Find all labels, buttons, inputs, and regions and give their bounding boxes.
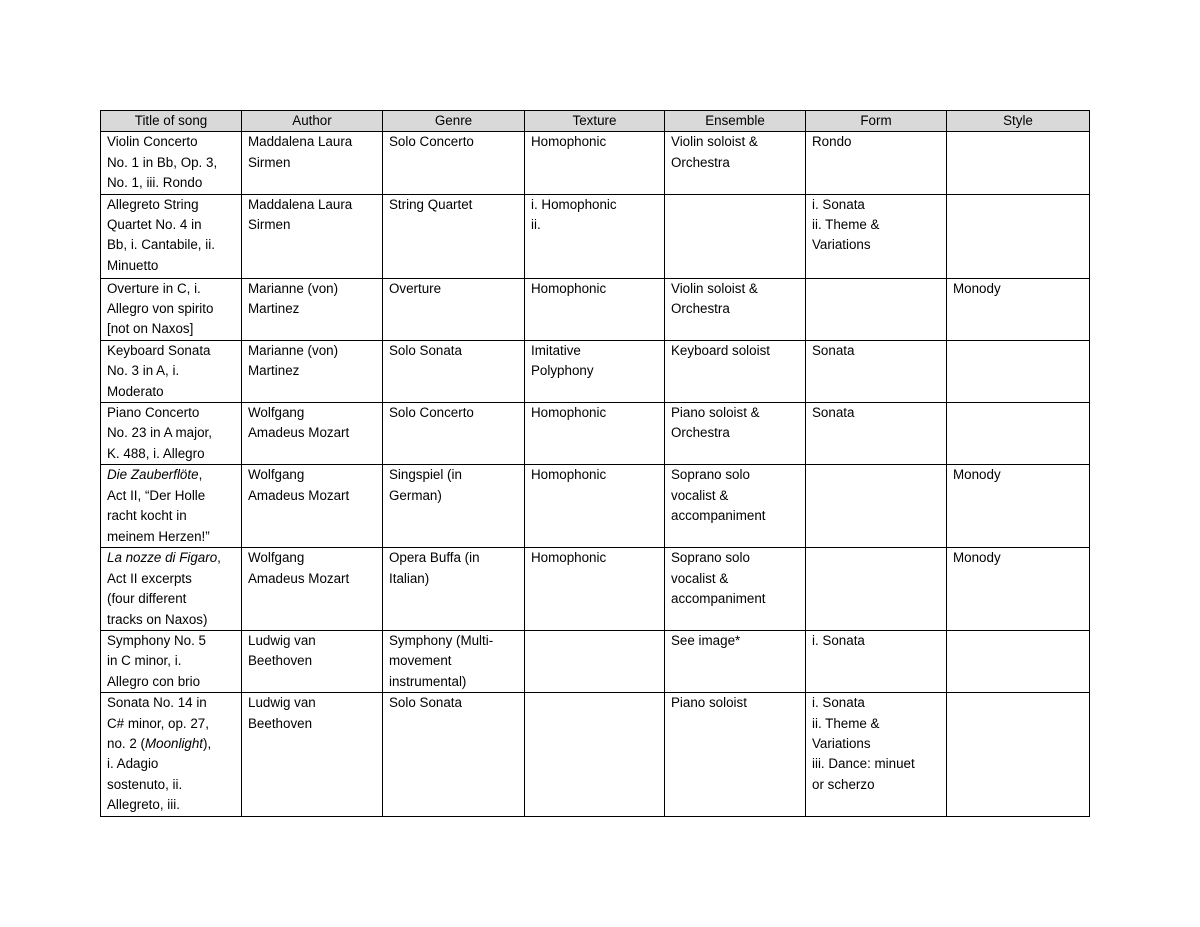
title-text-segment: no. 2 ( — [107, 735, 145, 751]
title-line — [107, 651, 237, 671]
genre-line: Solo Concerto — [389, 405, 474, 421]
cell-title — [101, 403, 242, 465]
cell-style — [947, 630, 1090, 692]
cell-title — [101, 278, 242, 340]
form-line: Sonata — [812, 405, 855, 421]
table-row — [101, 194, 1090, 278]
title-text-segment: , — [217, 550, 221, 566]
table-body — [101, 132, 1090, 816]
cell-title — [101, 693, 242, 816]
author-line: Ludwig van — [248, 632, 316, 648]
song-analysis-table — [100, 110, 1090, 817]
texture-line: ii. — [531, 217, 541, 233]
cell-style — [947, 194, 1090, 278]
cell-ensemble — [665, 132, 806, 194]
cell-title — [101, 132, 242, 194]
title-line — [107, 403, 237, 423]
form-line: i. Sonata — [812, 695, 865, 711]
form-line: ii. Theme & — [812, 715, 880, 731]
cell-genre — [383, 132, 525, 194]
form-line: iii. Dance: minuet — [812, 756, 915, 772]
cell-author — [242, 465, 383, 548]
genre-line: Solo Sonata — [389, 695, 462, 711]
title-line — [107, 423, 237, 443]
title-text-segment: La nozze di Figaro — [107, 550, 218, 566]
title-text-segment: Violin Concerto — [107, 134, 198, 150]
ensemble-line: accompaniment — [671, 591, 766, 607]
genre-line: instrumental) — [389, 673, 467, 689]
texture-line: i. Homophonic — [531, 196, 617, 212]
header-style: Style — [947, 111, 1090, 132]
table-row — [101, 630, 1090, 692]
form-line: Variations — [812, 237, 871, 253]
title-line — [107, 795, 237, 815]
author-line: Beethoven — [248, 653, 313, 669]
cell-ensemble — [665, 194, 806, 278]
author-line: Amadeus Mozart — [248, 425, 350, 441]
cell-genre — [383, 340, 525, 402]
title-line — [107, 754, 237, 774]
cell-title — [101, 465, 242, 548]
form-line: or scherzo — [812, 776, 875, 792]
genre-line: German) — [389, 487, 442, 503]
cell-author — [242, 403, 383, 465]
ensemble-line: accompaniment — [671, 508, 766, 524]
author-line: Sirmen — [248, 154, 291, 170]
cell-ensemble — [665, 465, 806, 548]
table-row — [101, 403, 1090, 465]
cell-form — [806, 465, 947, 548]
cell-style — [947, 403, 1090, 465]
cell-texture — [525, 548, 665, 631]
texture-line: Homophonic — [531, 467, 607, 483]
title-line — [107, 215, 237, 235]
title-line — [107, 714, 237, 734]
ensemble-line: Piano soloist — [671, 695, 747, 711]
style-line: Monody — [953, 280, 1001, 296]
title-text-segment: Allegro von spirito — [107, 301, 214, 317]
cell-texture — [525, 403, 665, 465]
header-texture: Texture — [525, 111, 665, 132]
header-row — [101, 111, 1090, 132]
title-text-segment: Moonlight — [144, 735, 204, 751]
title-line — [107, 631, 237, 651]
title-line — [107, 319, 237, 339]
author-line: Wolfgang — [248, 467, 305, 483]
table-row — [101, 693, 1090, 816]
cell-style — [947, 465, 1090, 548]
header-ensemble: Ensemble — [665, 111, 806, 132]
cell-author — [242, 630, 383, 692]
author-line: Sirmen — [248, 217, 291, 233]
cell-author — [242, 548, 383, 631]
ensemble-line: Piano soloist & — [671, 405, 760, 421]
title-text-segment: sostenuto, ii. — [107, 776, 183, 792]
form-line: Sonata — [812, 342, 855, 358]
title-line — [107, 486, 237, 506]
style-line: Monody — [953, 550, 1001, 566]
form-line: i. Sonata — [812, 196, 865, 212]
cell-texture — [525, 465, 665, 548]
title-text-segment: , — [198, 467, 203, 483]
cell-ensemble — [665, 548, 806, 631]
cell-ensemble — [665, 403, 806, 465]
title-text-segment: [not on Naxos] — [107, 321, 194, 337]
title-line — [107, 548, 237, 568]
cell-genre — [383, 630, 525, 692]
genre-line: Symphony (Multi- — [389, 632, 494, 648]
cell-style — [947, 132, 1090, 194]
cell-style — [947, 548, 1090, 631]
title-text-segment: No. 23 in A major, — [107, 425, 212, 441]
cell-style — [947, 340, 1090, 402]
title-line — [107, 235, 237, 255]
genre-line: movement — [389, 653, 452, 669]
texture-line: Homophonic — [531, 405, 607, 421]
cell-form — [806, 340, 947, 402]
genre-line: Italian) — [389, 570, 430, 586]
texture-line: Homophonic — [531, 134, 607, 150]
author-line: Ludwig van — [248, 695, 316, 711]
genre-line: Singspiel (in — [389, 467, 462, 483]
author-line: Maddalena Laura — [248, 134, 353, 150]
genre-line: Solo Concerto — [389, 134, 474, 150]
cell-author — [242, 194, 383, 278]
ensemble-line: Soprano solo — [671, 550, 750, 566]
author-line: Marianne (von) — [248, 280, 339, 296]
title-text-segment: Allegreto, iii. — [107, 797, 180, 813]
cell-author — [242, 340, 383, 402]
cell-author — [242, 278, 383, 340]
cell-ensemble — [665, 278, 806, 340]
cell-texture — [525, 693, 665, 816]
title-text-segment: C# minor, op. 27, — [107, 715, 209, 731]
author-line: Marianne (von) — [248, 342, 339, 358]
genre-line: String Quartet — [389, 196, 473, 212]
table-row — [101, 465, 1090, 548]
texture-line: Polyphony — [531, 363, 594, 379]
title-line — [107, 341, 237, 361]
title-text-segment: K. 488, i. Allegro — [107, 445, 205, 461]
cell-form — [806, 548, 947, 631]
title-line — [107, 672, 237, 692]
cell-form — [806, 693, 947, 816]
cell-style — [947, 278, 1090, 340]
ensemble-line: Orchestra — [671, 301, 730, 317]
cell-genre — [383, 278, 525, 340]
ensemble-line: Keyboard soloist — [671, 342, 770, 358]
cell-texture — [525, 630, 665, 692]
title-text-segment: Die Zauberflöte — [107, 467, 199, 483]
author-line: Martinez — [248, 363, 300, 379]
ensemble-line: Violin soloist & — [671, 280, 758, 296]
title-text-segment: ), — [203, 735, 212, 751]
title-text-segment: Quartet No. 4 in — [107, 217, 202, 233]
genre-line: Solo Sonata — [389, 342, 462, 358]
cell-form — [806, 132, 947, 194]
genre-line: Overture — [389, 280, 442, 296]
cell-author — [242, 693, 383, 816]
form-line: Rondo — [812, 134, 852, 150]
title-line — [107, 693, 237, 713]
title-text-segment: Sonata No. 14 in — [107, 695, 207, 711]
title-line — [107, 153, 237, 173]
cell-ensemble — [665, 693, 806, 816]
cell-title — [101, 630, 242, 692]
title-text-segment: Overture in C, i. — [107, 280, 201, 296]
cell-genre — [383, 403, 525, 465]
cell-texture — [525, 194, 665, 278]
cell-form — [806, 403, 947, 465]
title-text-segment: Minuetto — [107, 257, 159, 273]
title-text-segment: Allegreto String — [107, 196, 199, 212]
table-row — [101, 278, 1090, 340]
title-line — [107, 361, 237, 381]
genre-line: Opera Buffa (in — [389, 550, 480, 566]
author-line: Wolfgang — [248, 405, 305, 421]
author-line: Martinez — [248, 301, 300, 317]
title-line — [107, 569, 237, 589]
table-row — [101, 548, 1090, 631]
title-text-segment: (four different — [107, 591, 187, 607]
title-text-segment: Bb, i. Cantabile, ii. — [107, 237, 215, 253]
cell-form — [806, 194, 947, 278]
ensemble-line: Soprano solo — [671, 467, 750, 483]
title-text-segment: Allegro con brio — [107, 673, 201, 689]
cell-author — [242, 132, 383, 194]
title-line — [107, 444, 237, 464]
ensemble-line: Orchestra — [671, 154, 730, 170]
header-genre: Genre — [383, 111, 525, 132]
title-text-segment: No. 1, iii. Rondo — [107, 175, 203, 191]
title-line — [107, 132, 237, 152]
title-line — [107, 775, 237, 795]
title-line — [107, 299, 237, 319]
title-line — [107, 527, 237, 547]
cell-genre — [383, 693, 525, 816]
author-line: Wolfgang — [248, 550, 305, 566]
ensemble-line: Violin soloist & — [671, 134, 758, 150]
form-line: ii. Theme & — [812, 217, 880, 233]
title-text-segment: tracks on Naxos) — [107, 611, 208, 627]
header-form: Form — [806, 111, 947, 132]
author-line: Amadeus Mozart — [248, 487, 350, 503]
texture-line: Homophonic — [531, 550, 607, 566]
ensemble-line: vocalist & — [671, 570, 729, 586]
ensemble-line: vocalist & — [671, 487, 729, 503]
title-text-segment: Act II, “Der Holle — [107, 487, 206, 503]
title-text-segment: No. 1 in Bb, Op. 3, — [107, 154, 218, 170]
title-text-segment: No. 3 in A, i. — [107, 363, 180, 379]
cell-texture — [525, 278, 665, 340]
cell-title — [101, 340, 242, 402]
title-text-segment: meinem Herzen!” — [107, 528, 210, 544]
texture-line: Homophonic — [531, 280, 607, 296]
table-header — [101, 111, 1090, 132]
cell-ensemble — [665, 630, 806, 692]
title-line — [107, 610, 237, 630]
form-line: Variations — [812, 735, 871, 751]
form-line: i. Sonata — [812, 632, 865, 648]
texture-line: Imitative — [531, 342, 581, 358]
title-text-segment: Act II excerpts — [107, 570, 192, 586]
table-row — [101, 132, 1090, 194]
cell-texture — [525, 132, 665, 194]
cell-texture — [525, 340, 665, 402]
author-line: Beethoven — [248, 715, 313, 731]
author-line: Maddalena Laura — [248, 196, 353, 212]
title-line — [107, 465, 237, 485]
cell-genre — [383, 465, 525, 548]
header-title-of-song: Title of song — [101, 111, 242, 132]
cell-title — [101, 194, 242, 278]
title-line — [107, 195, 237, 215]
title-line — [107, 506, 237, 526]
title-line — [107, 589, 237, 609]
title-text-segment: i. Adagio — [107, 756, 159, 772]
cell-genre — [383, 194, 525, 278]
cell-form — [806, 278, 947, 340]
cell-style — [947, 693, 1090, 816]
ensemble-line: See image* — [671, 632, 741, 648]
ensemble-line: Orchestra — [671, 425, 730, 441]
cell-ensemble — [665, 340, 806, 402]
title-text-segment: Piano Concerto — [107, 405, 200, 421]
title-line — [107, 256, 237, 276]
title-text-segment: Keyboard Sonata — [107, 342, 211, 358]
title-line — [107, 173, 237, 193]
cell-genre — [383, 548, 525, 631]
author-line: Amadeus Mozart — [248, 570, 350, 586]
title-text-segment: in C minor, i. — [107, 653, 182, 669]
title-text-segment: racht kocht in — [107, 508, 187, 524]
header-author: Author — [242, 111, 383, 132]
title-line — [107, 279, 237, 299]
style-line: Monody — [953, 467, 1001, 483]
cell-title — [101, 548, 242, 631]
table-row — [101, 340, 1090, 402]
cell-form — [806, 630, 947, 692]
title-text-segment: Symphony No. 5 — [107, 632, 206, 648]
title-line — [107, 382, 237, 402]
title-line — [107, 734, 237, 754]
title-text-segment: Moderato — [107, 383, 164, 399]
